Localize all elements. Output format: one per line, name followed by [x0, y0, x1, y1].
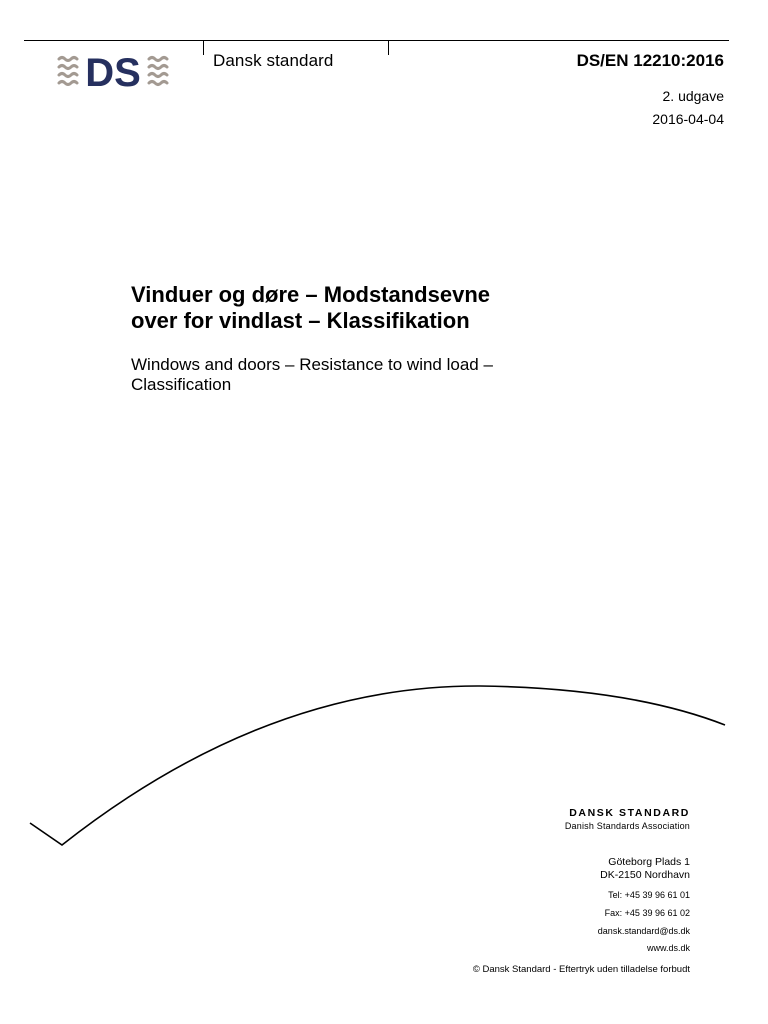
copyright-notice: © Dansk Standard - Eftertryk uden tilladelse forbudt	[472, 964, 690, 975]
phone-number: Tel: +45 39 96 61 01	[608, 890, 690, 900]
address-city: DK-2150 Nordhavn	[600, 869, 690, 881]
publisher-address	[598, 856, 690, 954]
header-divider-tick	[203, 40, 204, 55]
ds-logo	[56, 52, 176, 90]
address-street: Göteborg Plads 1	[608, 856, 690, 868]
standard-label: Dansk standard	[213, 51, 334, 70]
email-address: dansk.standard@ds.dk	[597, 926, 690, 936]
ds-logo-text: DS	[85, 52, 141, 90]
standard-number: DS/EN 12210:2016	[576, 51, 724, 70]
website: www.ds.dk	[646, 943, 690, 953]
title-english-line: Windows and doors – Resistance to wind load –	[131, 355, 493, 374]
title-danish-line: over for vindlast – Klassifikation	[131, 308, 470, 333]
title-danish	[131, 282, 651, 334]
edition: 2. udgave	[662, 88, 724, 104]
title-english-line: Classification	[131, 375, 232, 394]
title-english	[131, 355, 651, 395]
publisher-name: DANSK STANDARD	[569, 807, 690, 819]
header-rule	[24, 40, 729, 41]
publication-date: 2016-04-04	[652, 111, 724, 127]
fax-number: Fax: +45 39 96 61 02	[604, 908, 690, 918]
title-danish-line: Vinduer og døre – Modstandsevne	[131, 282, 490, 307]
header-divider-tick	[388, 40, 389, 55]
publisher-block	[540, 806, 690, 832]
publisher-subtitle: Danish Standards Association	[564, 821, 690, 831]
